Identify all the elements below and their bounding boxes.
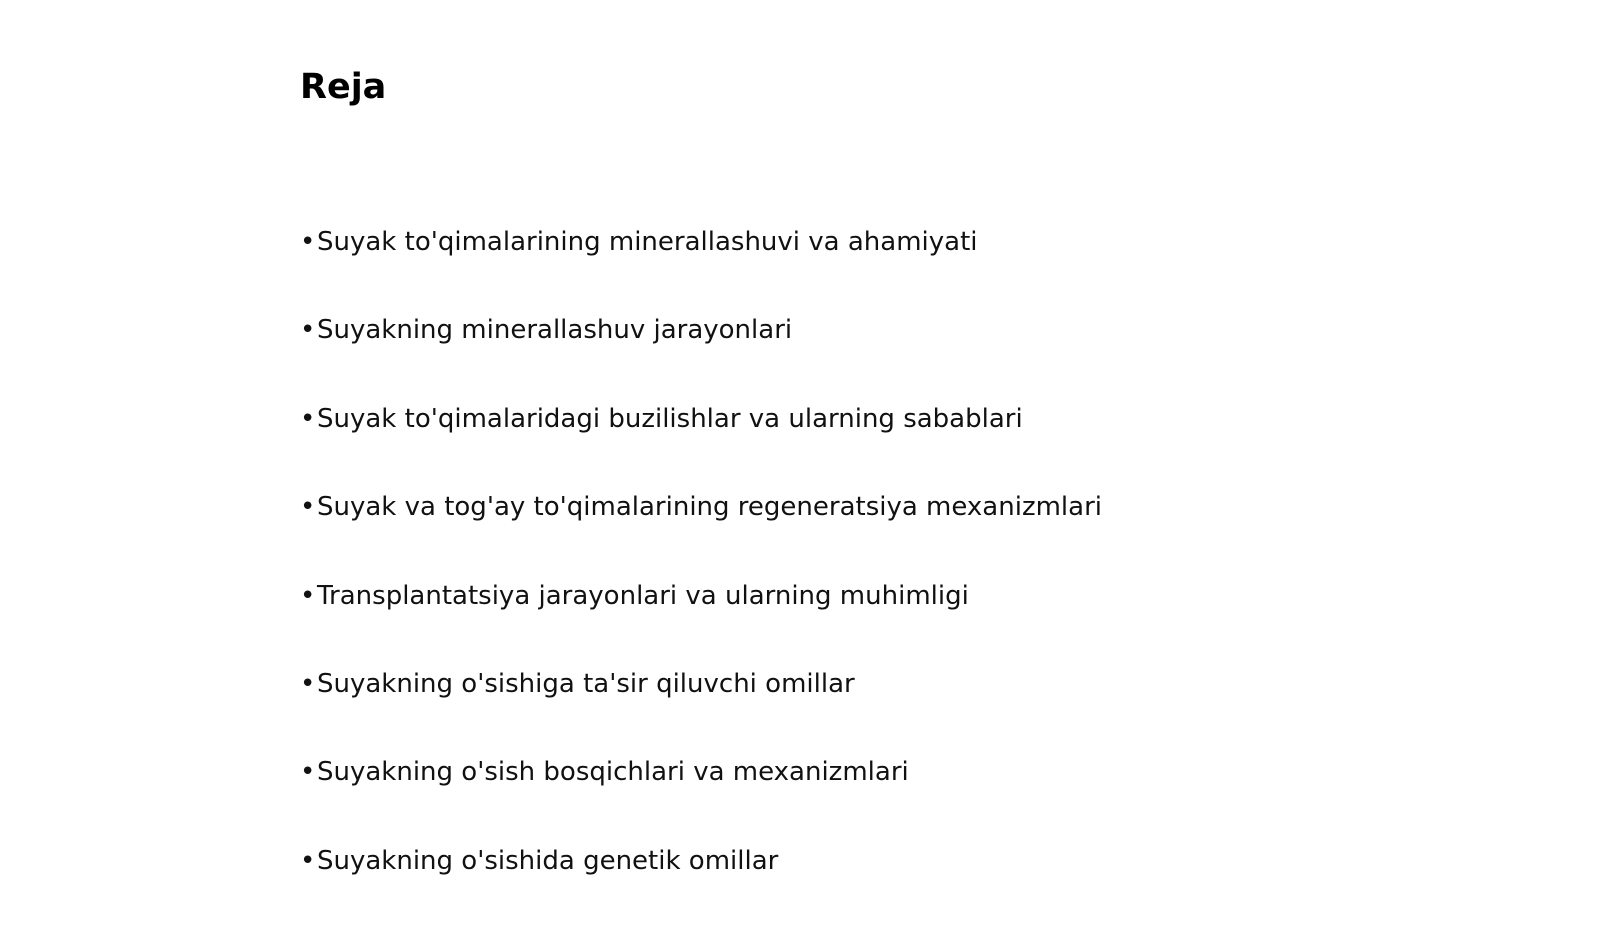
list-item: [300, 488, 1102, 576]
list-item-text: Suyakning o'sishida genetik omillar: [317, 845, 779, 876]
list-item-text: Suyak to'qimalarining minerallashuvi va ahamiyati: [317, 227, 978, 257]
list-item: [300, 842, 1102, 930]
slide-title: Reja: [300, 67, 387, 107]
list-item: [300, 577, 1102, 665]
bullet-icon: •: [300, 403, 316, 434]
list-item-text: Suyakning o'sishiga ta'sir qiluvchi omillar: [317, 668, 855, 699]
list-item: [300, 753, 1102, 841]
list-item-text: Suyak to'qimalaridagi buzilishlar va ularning sabablari: [317, 403, 1023, 434]
list-item: [300, 311, 1102, 399]
list-item: [300, 400, 1102, 488]
list-item-text: Transplantatsiya jarayonlari va ularning muhimligi: [317, 580, 969, 611]
bullet-icon: •: [300, 757, 316, 788]
list-item-text: Suyak va tog'ay to'qimalarining regeneratsiya mexanizmlari: [317, 492, 1102, 523]
bullet-icon: •: [300, 227, 316, 257]
list-item: [300, 665, 1102, 753]
list-item-text: Suyakning o'sish bosqichlari va mexanizmlari: [317, 757, 909, 788]
bullet-icon: •: [300, 580, 316, 611]
bullet-icon: •: [300, 315, 316, 346]
bullet-icon: •: [300, 492, 316, 523]
list-item-text: Suyakning minerallashuv jarayonlari: [317, 315, 793, 346]
list-item: [300, 223, 1102, 311]
bullet-icon: •: [300, 668, 316, 699]
bullet-icon: •: [300, 845, 316, 876]
plan-list: [300, 223, 1102, 930]
